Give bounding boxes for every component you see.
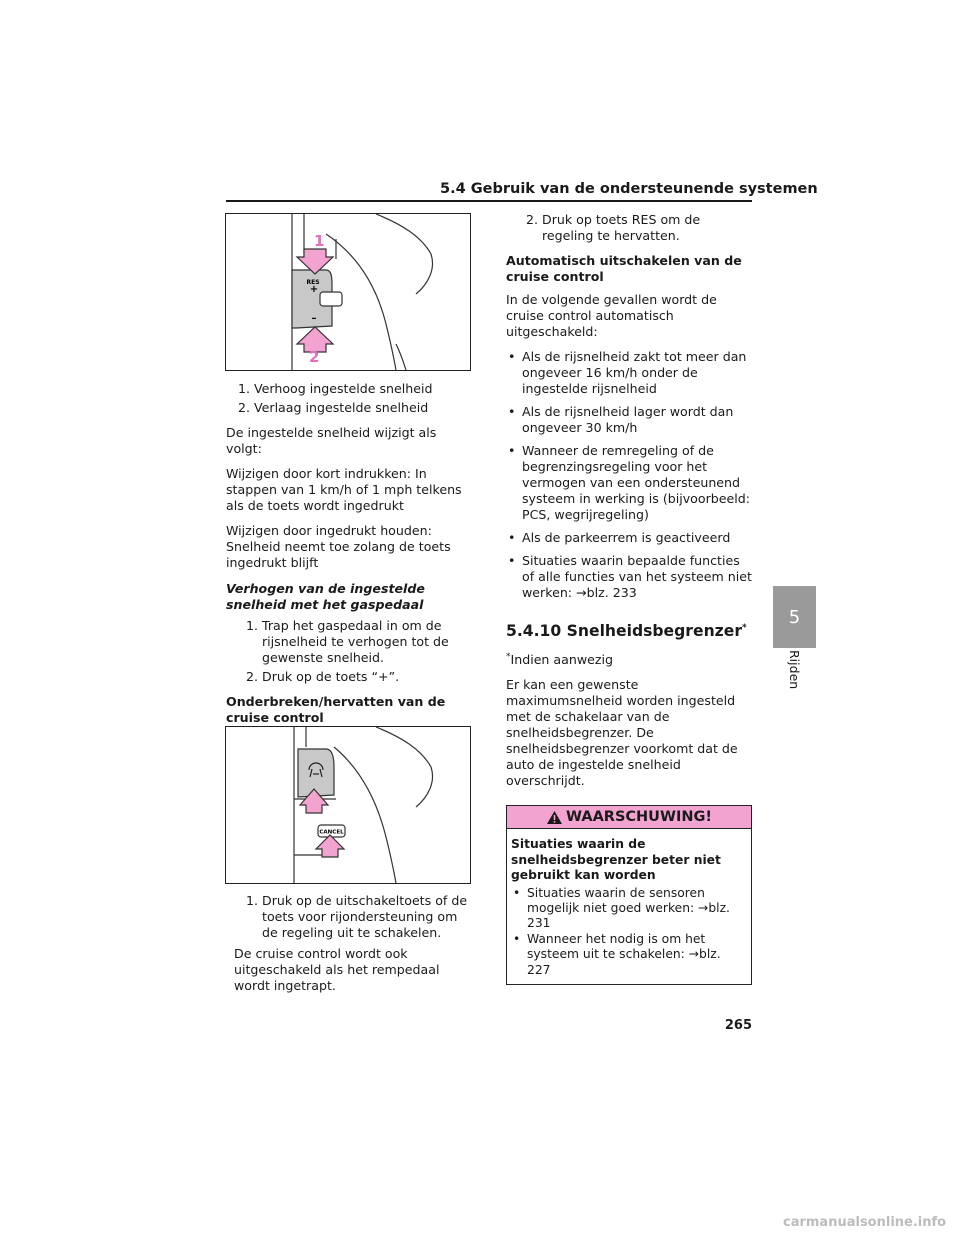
list-item: 1. Druk op de uitschakeltoets of de toets voor rijondersteuning om de regeling uit te schakelen. xyxy=(245,893,468,940)
list-item: • Als de parkeerrem is geactiveerd xyxy=(508,530,731,545)
list-item: 2. Verlaag ingestelde snelheid xyxy=(237,400,429,415)
left-column-upper xyxy=(226,381,476,733)
section-header: 5.4 Gebruik van de ondersteunende systemen xyxy=(440,181,818,197)
list-item: • Situaties waarin bepaalde functies of alle functies van het systeem niet werken: →blz. 233 xyxy=(508,553,752,600)
plus-label: + xyxy=(309,284,319,295)
list-item: • Wanneer het nodig is om het systeem uit te schakelen: →blz. 227 xyxy=(513,931,721,977)
subheading-cancel: Onderbreken/hervatten van de cruise control xyxy=(226,694,446,725)
cancel-label: CANCEL xyxy=(319,829,344,836)
subheading-accelerator: Verhogen van de ingestelde snelheid met het gaspedaal xyxy=(226,581,425,612)
list-item: 1. Trap het gaspedaal in om de rijsnelheid te verhogen tot de gewenste snelheid. xyxy=(245,618,449,665)
callout-1: 1 xyxy=(314,232,325,250)
footnote: *Indien aanwezig xyxy=(506,652,613,668)
minus-label: – xyxy=(311,313,317,324)
list-item: • Als de rijsnelheid lager wordt dan ongeveer 30 km/h xyxy=(508,404,734,435)
note: De cruise control wordt ook uitgeschakeld als het rempedaal wordt ingetrapt. xyxy=(234,946,440,993)
arrow-up-icon xyxy=(316,835,344,857)
paragraph: De ingestelde snelheid wijzigt als volgt: xyxy=(226,425,437,456)
figure-res-switch xyxy=(225,213,471,371)
right-column xyxy=(506,212,752,985)
chapter-tab-label: Rijden xyxy=(787,650,802,690)
header-rule xyxy=(226,200,752,202)
paragraph: Wijzigen door ingedrukt houden: Snelheid neemt toe zolang de toets ingedrukt blijft xyxy=(226,523,451,570)
list-item: 1. Verhoog ingestelde snelheid xyxy=(237,381,433,396)
warning-box xyxy=(506,805,752,985)
warning-header: WAARSCHUWING! xyxy=(507,806,751,829)
callout-2: 2 xyxy=(309,348,320,366)
list-item: • Situaties waarin de sensoren mogelijk niet goed werken: →blz. 231 xyxy=(513,885,730,931)
page-number: 265 xyxy=(724,1018,752,1033)
figure-cancel-switch xyxy=(225,726,471,884)
warning-body xyxy=(507,829,751,984)
list-item: 2. Druk op toets RES om de regeling te hervatten. xyxy=(525,212,701,243)
paragraph: Er kan een gewenste maximumsnelheid worden ingesteld met de schakelaar van de snelheidsbegrenzer. De snelheidsbegrenzer voorkomt dat de auto de ingestelde snelheid overschrijdt. xyxy=(506,677,738,789)
paragraph: In de volgende gevallen wordt de cruise control automatisch uitgeschakeld: xyxy=(506,292,717,339)
res-label: RES xyxy=(306,279,320,286)
warning-icon xyxy=(546,810,563,825)
list-item: • Wanneer de remregeling of de begrenzingsregeling voor het vermogen van een ondersteunend systeem in werking is (bijvoorbeeld: PCS, wegrijregeling) xyxy=(508,443,750,522)
warning-subtitle: Situaties waarin de snelheidsbegrenzer beter niet gebruikt kan worden xyxy=(511,837,721,883)
section-heading: 5.4.10 Snelheidsbegrenzer* xyxy=(506,622,747,641)
subheading-auto-cancel: Automatisch uitschakelen van de cruise control xyxy=(506,253,742,284)
watermark: carmanualsonline.info xyxy=(783,1215,947,1230)
chapter-tab: 5 xyxy=(773,586,816,648)
list-item: 2. Druk op de toets “+”. xyxy=(245,669,400,684)
paragraph: Wijzigen door kort indrukken: In stappen van 1 km/h of 1 mph telkens als de toets wordt ingedrukt xyxy=(226,466,462,513)
left-column-lower xyxy=(226,893,476,997)
list-item: • Als de rijsnelheid zakt tot meer dan ongeveer 16 km/h onder de ingestelde rijsnelheid xyxy=(508,349,747,396)
